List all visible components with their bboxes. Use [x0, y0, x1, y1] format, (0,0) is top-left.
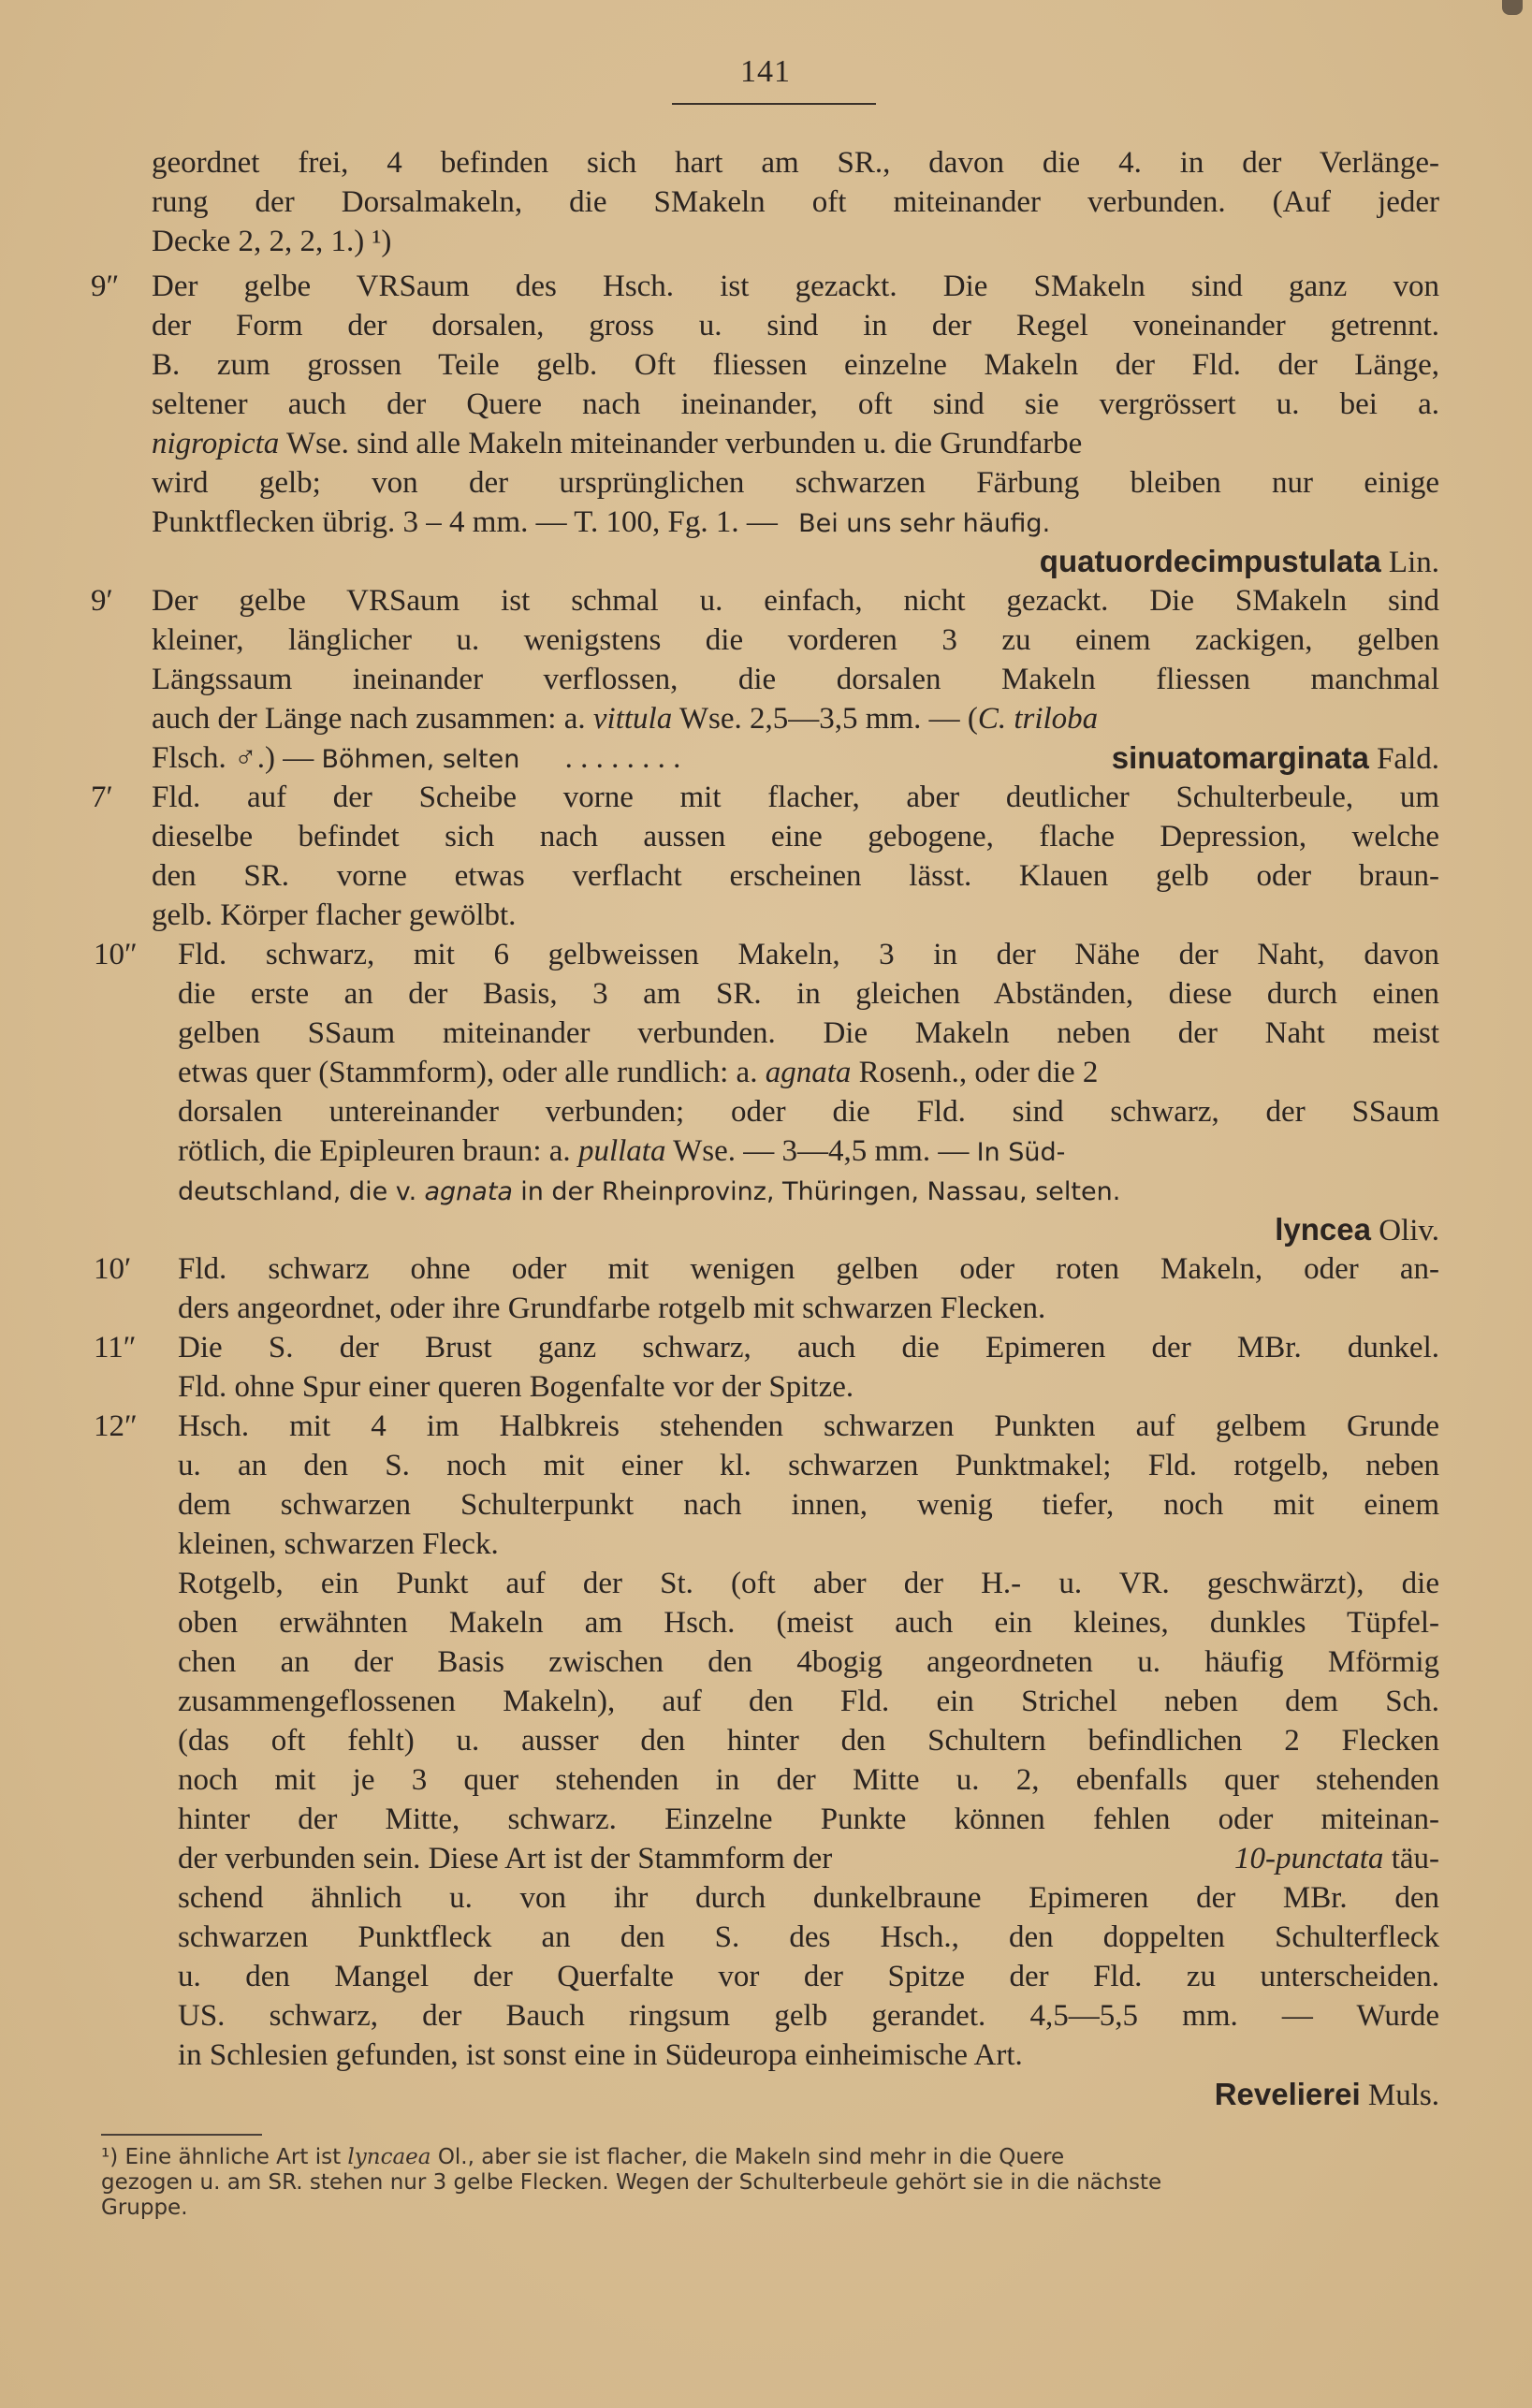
couplet-number: 12″ — [94, 1409, 138, 1443]
text-line-mixed — [178, 1840, 1439, 1877]
text-line-mixed — [152, 503, 1439, 543]
text-line: chen an der Basis zwischen den 4bogig angeordneten u. häufig Mförmig — [178, 1645, 1439, 1679]
footnote-line: Gruppe. — [101, 2196, 188, 2220]
species-author: Oliv. — [1379, 1214, 1439, 1248]
text-line: Hsch. mit 4 im Halbkreis stehenden schwarzen Punkten auf gelbem Grunde — [178, 1409, 1439, 1443]
text-fragment: Flsch. ♂.) — — [152, 741, 314, 775]
text-line: der Form der dorsalen, gross u. sind in der Regel voneinander getrennt. — [152, 309, 1439, 343]
footnote-line — [101, 2145, 1439, 2170]
text-line: US. schwarz, der Bauch ringsum gelb gerandet. 4,5—5,5 mm. — Wurde — [178, 1999, 1439, 2033]
footnote-text: Ol., aber sie ist flacher, die Makeln sind mehr in die Quere — [437, 2145, 1065, 2169]
species-author: Lin. — [1388, 546, 1439, 579]
italic-name: C. triloba — [977, 702, 1099, 736]
text-line-mixed — [178, 1172, 1439, 1211]
text-fragment: etwas quer (Stammform), oder alle rundlich: a. — [178, 1056, 758, 1089]
italic-name: lyncaea — [347, 2145, 431, 2169]
text-line: u. an den S. noch mit einer kl. schwarzen Punktmakel; Fld. rotgelb, neben — [178, 1449, 1439, 1482]
species-name: lyncea — [1275, 1212, 1371, 1247]
text-line: Längssaum ineinander verflossen, die dorsalen Makeln fliessen manchmal — [152, 663, 1439, 696]
text-line: Die S. der Brust ganz schwarz, auch die Epimeren der MBr. dunkel. — [178, 1331, 1439, 1365]
footnote-line: gezogen u. am SR. stehen nur 3 gelbe Flecken. Wegen der Schulterbeule gehört sie in die nächste — [101, 2170, 1162, 2195]
text-line: Der gelbe VRSaum des Hsch. ist gezackt. Die SMakeln sind ganz von — [152, 270, 1439, 303]
text-line: dieselbe befindet sich nach aussen eine gebogene, flache Depression, welche — [152, 820, 1439, 854]
text-line: wird gelb; von der ursprünglichen schwarzen Färbung bleiben nur einige — [152, 466, 1439, 500]
text-fragment: der verbunden sein. Diese Art ist der Stammform der — [178, 1842, 833, 1875]
footnote-text: ¹) Eine ähnliche Art ist — [101, 2145, 342, 2169]
text-line: Fld. schwarz ohne oder mit wenigen gelben oder roten Makeln, oder an- — [178, 1252, 1439, 1286]
text-fragment: Wse. 2,5—3,5 mm. — ( — [678, 702, 978, 736]
small-note: deutschland, die v. — [178, 1177, 417, 1206]
species-name: quatuordecimpustulata — [1039, 544, 1381, 578]
text-line: gelb. Körper flacher gewölbt. — [152, 898, 517, 932]
text-line: Decke 2, 2, 2, 1.) ¹) — [152, 225, 392, 258]
text-line: rung der Dorsalmakeln, die SMakeln oft miteinander verbunden. (Auf jeder — [152, 185, 1439, 219]
italic-name: pullata — [577, 1134, 666, 1168]
text-line-mixed — [178, 1132, 1439, 1172]
couplet-number: 10′ — [94, 1252, 132, 1286]
leader-dots: . . . . . . . . — [564, 741, 681, 775]
text-fragment: auch der Länge nach zusammen: a. — [152, 702, 586, 736]
text-line: oben erwähnten Makeln am Hsch. (meist auch ein kleines, dunkles Tüpfel- — [178, 1606, 1439, 1640]
couplet-number: 7′ — [91, 781, 113, 814]
couplet-number: 10″ — [94, 938, 138, 971]
text-line: die erste an der Basis, 3 am SR. in gleichen Abständen, diese durch einen — [178, 977, 1439, 1011]
couplet-number: 11″ — [94, 1331, 137, 1365]
species-author: Fald. — [1377, 742, 1439, 776]
text-line: Rotgelb, ein Punkt auf der St. (oft aber der H.- u. VR. geschwärzt), die — [178, 1567, 1439, 1600]
text-line: kleiner, länglicher u. wenigstens die vorderen 3 zu einem zackigen, gelben — [152, 623, 1439, 657]
italic-name: vittula — [592, 702, 673, 736]
text-line: u. den Mangel der Querfalte vor der Spitze der Fld. zu unterscheiden. — [178, 1960, 1439, 1993]
text-line: schwarzen Punktfleck an den S. des Hsch., den doppelten Schulterfleck — [178, 1920, 1439, 1954]
italic-name: nigropicta — [152, 427, 280, 460]
text-fragment: Wse. sind alle Makeln miteinander verbunden u. die Grundfarbe — [285, 427, 1083, 460]
couplet-number: 9′ — [91, 584, 113, 618]
text-line: zusammengeflossenen Makeln), auf den Fld. ein Strichel neben dem Sch. — [178, 1685, 1439, 1718]
text-line: schend ähnlich u. von ihr durch dunkelbraune Epimeren der MBr. den — [178, 1881, 1439, 1915]
text-fragment: Wse. — 3—4,5 mm. — — [673, 1134, 970, 1168]
small-note: In Süd- — [976, 1138, 1066, 1167]
italic-name: agnata — [424, 1177, 513, 1206]
text-line: noch mit je 3 quer stehenden in der Mitte u. 2, ebenfalls quer stehenden — [178, 1763, 1439, 1797]
italic-name: agnata — [765, 1056, 852, 1089]
text-line: hinter der Mitte, schwarz. Einzelne Punkte können fehlen oder miteinan- — [178, 1802, 1439, 1836]
text-line: dorsalen untereinander verbunden; oder die Fld. sind schwarz, der SSaum — [178, 1095, 1439, 1129]
species-line — [152, 2076, 1439, 2114]
text-line-mixed — [152, 425, 1439, 462]
small-note: Böhmen, selten — [321, 745, 520, 774]
small-note: Bei uns sehr häufig. — [798, 509, 1051, 538]
page-number-rule — [672, 103, 876, 105]
page-corner-mark — [1502, 0, 1523, 15]
text-fragment: Punktflecken übrig. 3 – 4 mm. — T. 100, Fg. 1. — — [152, 505, 778, 539]
species-name: sinuatomarginata — [1111, 740, 1369, 775]
text-line: in Schlesien gefunden, ist sonst eine in Südeuropa einheimische Art. — [178, 2038, 1023, 2072]
footnote-rule — [101, 2134, 262, 2136]
species-line — [152, 543, 1439, 581]
text-line-mixed — [178, 1054, 1439, 1091]
text-line: Der gelbe VRSaum ist schmal u. einfach, nicht gezackt. Die SMakeln sind — [152, 584, 1439, 618]
text-line: ders angeordnet, oder ihre Grundfarbe rotgelb mit schwarzen Flecken. — [178, 1292, 1046, 1325]
text-line: Fld. ohne Spur einer queren Bogenfalte vor der Spitze. — [178, 1370, 854, 1404]
species-name: Revelierei — [1214, 2077, 1361, 2111]
text-line: dem schwarzen Schulterpunkt nach innen, wenig tiefer, noch mit einem — [178, 1488, 1439, 1522]
text-line: Fld. schwarz, mit 6 gelbweissen Makeln, 3 in der Nähe der Naht, davon — [178, 938, 1439, 971]
text-line: geordnet frei, 4 befinden sich hart am SR., davon die 4. in der Verlänge- — [152, 146, 1439, 180]
species-author: Muls. — [1367, 2079, 1439, 2112]
text-line: kleinen, schwarzen Fleck. — [178, 1527, 499, 1561]
italic-name: 10-punctata — [1233, 1842, 1384, 1875]
text-line: Fld. auf der Scheibe vorne mit flacher, aber deutlicher Schulterbeule, um — [152, 781, 1439, 814]
text-line: gelben SSaum miteinander verbunden. Die Makeln neben der Naht meist — [178, 1016, 1439, 1050]
text-fragment: Rosenh., oder die 2 — [858, 1056, 1099, 1089]
page-number: 141 — [740, 54, 791, 89]
text-line: den SR. vorne etwas verflacht erscheinen lässt. Klauen gelb oder braun- — [152, 859, 1439, 893]
text-line: (das oft fehlt) u. ausser den hinter den Schultern befindlichen 2 Flecken — [178, 1724, 1439, 1758]
small-note: in der Rheinprovinz, Thüringen, Nassau, selten. — [520, 1177, 1121, 1206]
text-line: B. zum grossen Teile gelb. Oft fliessen einzelne Makeln der Fld. der Länge, — [152, 348, 1439, 382]
text-fragment: täu- — [1391, 1842, 1439, 1875]
species-line — [152, 1211, 1439, 1249]
couplet-number: 9″ — [91, 270, 120, 303]
text-line: seltener auch der Quere nach ineinander, oft sind sie vergrössert u. bei a. — [152, 387, 1439, 421]
text-line-mixed — [152, 700, 1439, 737]
species-line — [152, 739, 1439, 779]
text-fragment: rötlich, die Epipleuren braun: a. — [178, 1134, 571, 1168]
